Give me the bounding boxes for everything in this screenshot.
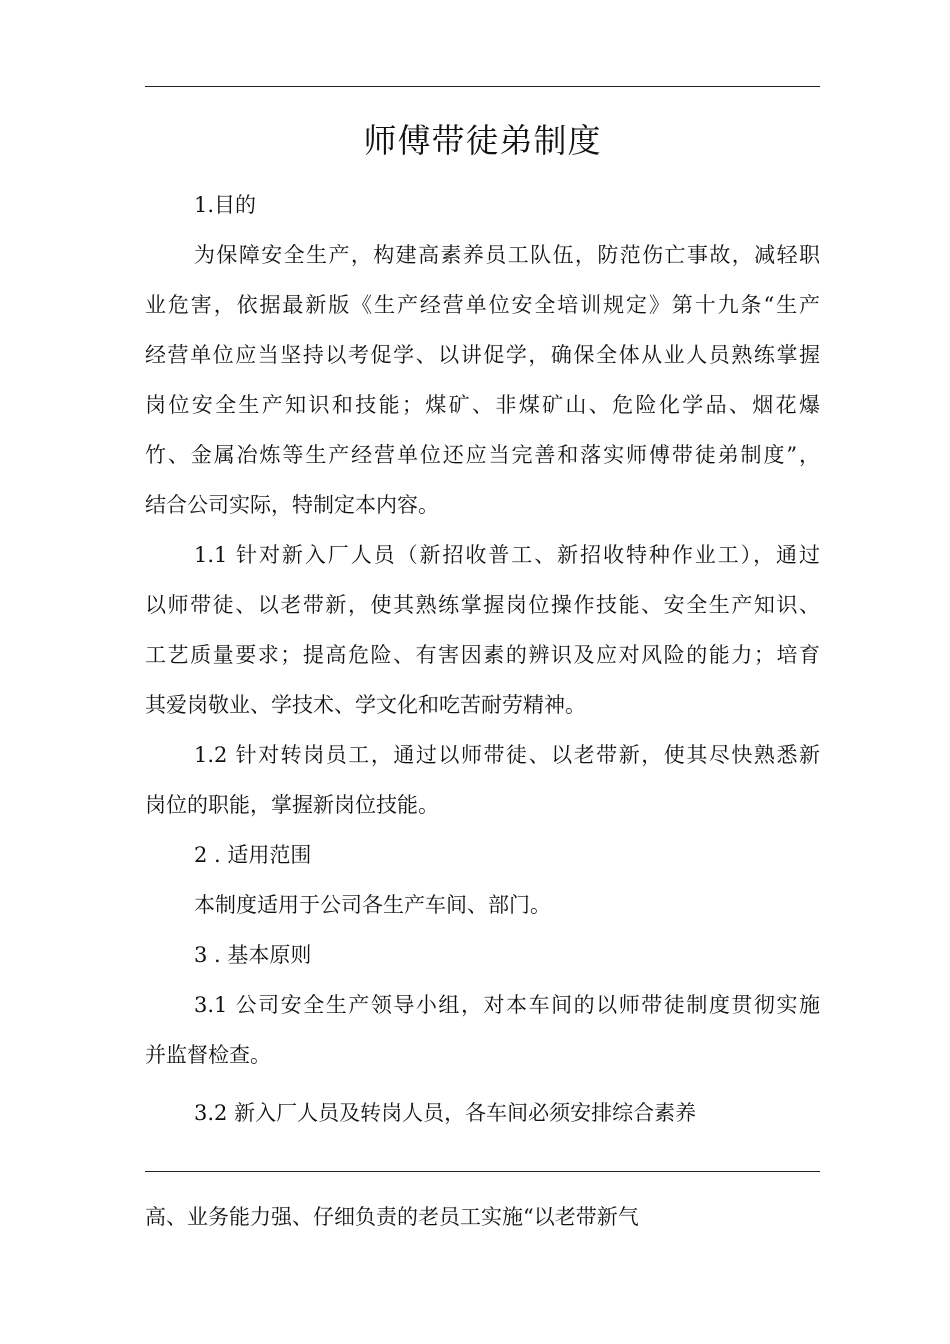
text-line: 岗位的职能，掌握新岗位技能。 [145,793,439,817]
text-line: 为保障安全生产，构建高素养员工队伍，防范伤亡事故，减轻职 [194,243,820,267]
text-line: 并监督检查。 [145,1043,271,1067]
text-line: 1.1 针对新入厂人员（新招收普工、新招收特种作业工），通过 [194,543,820,567]
text-line: 竹、金属冶炼等生产经营单位还应当完善和落实师傅带徒弟制度”， [145,443,820,467]
text-line: 经营单位应当坚持以考促学、以讲促学，确保全体从业人员熟练掌握 [145,343,820,367]
text-line: 3.2 新入厂人员及转岗人员，各车间必须安排综合素养 [194,1101,697,1125]
text-line: 其爱岗敬业、学技术、学文化和吃苦耐劳精神。 [145,693,586,717]
text-line: 3.1 公司安全生产领导小组，对本车间的以师带徒制度贯彻实施 [194,993,820,1017]
text-line: 以师带徒、以老带新，使其熟练掌握岗位操作技能、安全生产知识、 [145,593,820,617]
text-line: 1.目的 [194,193,257,217]
text-line: 业危害，依据最新版《生产经营单位安全培训规定》第十九条“生产 [145,293,820,317]
page-break-rule [145,1171,820,1172]
text-line: 本制度适用于公司各生产车间、部门。 [194,893,551,917]
document-title: 师傅带徒弟制度 [363,121,602,160]
text-line: 岗位安全生产知识和技能；煤矿、非煤矿山、危险化学品、烟花爆 [145,393,820,417]
text-line: 1.2 针对转岗员工，通过以师带徒、以老带新，使其尽快熟悉新 [194,743,820,767]
text-line: 结合公司实际，特制定本内容。 [145,493,439,517]
header-rule [145,86,820,87]
text-line: 3 . 基本原则 [194,943,312,967]
text-line: 2 . 适用范围 [194,843,312,867]
text-line: 高、业务能力强、仔细负责的老员工实施“以老带新气 [145,1205,639,1229]
text-line: 工艺质量要求；提高危险、有害因素的辨识及应对风险的能力；培育 [145,643,820,667]
